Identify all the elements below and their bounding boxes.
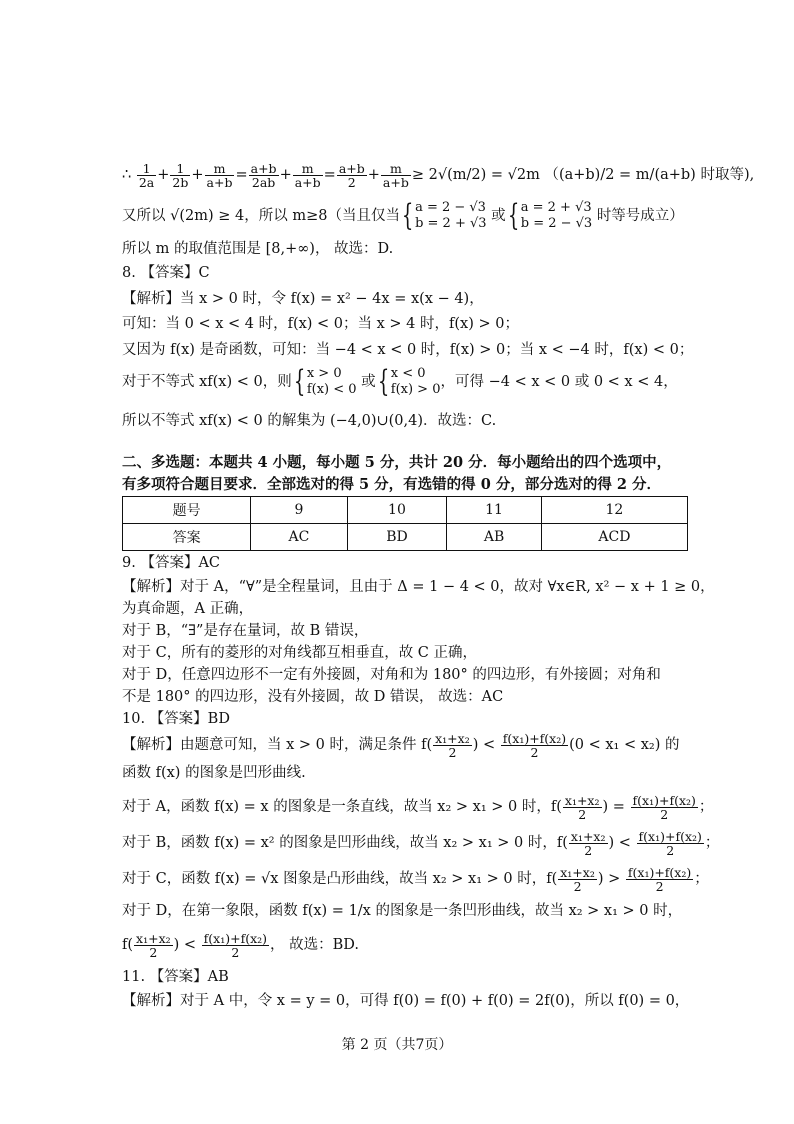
frac-1-2a: $\frac{1}{2a}$ [138,160,155,190]
line-2: 又所以 √(2m) ≥ 4，所以 m≥8（当且仅当{ a = 2 − √3 b = 2 + √3 或{ a = 2 + √3 b = 2 − √3 时等号成立） [122,198,684,233]
answer-9: 9. 【答案】AC [122,555,221,571]
answer-11: 11. 【答案】AB [122,969,229,985]
q10-line-5: 对于 C，函数 f(x) = √x 图象是凸形曲线，故当 x₂ > x₁ > 0 时，f( $\frac{\text{x₁+x₂}}{2}$ ) > $\frac{\text{f(x₁)+f(x₂)}}{2}$ ； [122,864,709,894]
system-2: a = 2 + √3 b = 2 − √3 [520,200,593,231]
q9-line-2: 为真命题，A 正确， [122,601,254,617]
answer-10: 10. 【答案】BD [122,711,230,727]
section-2-heading-b: 有多项符合题目要求．全部选对的得 5 分，有选错的得 0 分，部分选对的得 2 分． [122,476,662,493]
system-4: x < 0 f(x) > 0 [390,366,441,397]
line-5: 【解析】当 x > 0 时，令 f(x) = x² − 4x = x(x − 4)， [122,291,484,307]
system-3: x > 0 f(x) < 0 [306,366,357,397]
frac-m-apb-2: $\frac{m}{a+b}$ [294,160,321,190]
section-2-heading-a: 二、多选题：本题共 4 小题，每小题 5 分，共计 20 分．每小题给出的四个选项中， [122,454,672,471]
answer-8: 8. 【答案】C [122,265,210,281]
frac-m-apb-3: $\frac{m}{a+b}$ [382,160,409,190]
q10-line-1: 【解析】由题意可知，当 x > 0 时，满足条件 f( $\frac{\text{x₁+x₂}}{2}$ ) < $\frac{\text{f(x₁)+f(x₂)}}{2}$ (0 < x₁ < x₂) 的 [122,730,680,760]
q9-line-4: 对于 C，所有的菱形的对角线都互相垂直，故 C 正确， [122,645,478,661]
q9-line-1: 【解析】对于 A，“∀”是全程量词，且由于 Δ = 1 − 4 < 0，故对 ∀x∈R, x² − x + 1 ≥ 0， [122,579,715,595]
q10-line-3: 对于 A，函数 f(x) = x 的图象是一条直线，故当 x₂ > x₁ > 0 时，f( $\frac{\text{x₁+x₂}}{2}$ ) = $\frac{\text{f(x₁)+f(x₂)}}{2}$ ； [122,792,714,822]
answer-table [122,496,688,551]
q9-line-6: 不是 180° 的四边形，没有外接圆，故 D 错误， 故选：AC [122,689,504,705]
q10-line-2: 函数 f(x) 的图象是凹形曲线. [122,765,306,781]
line-8: 对于不等式 xf(x) < 0，则{ x > 0 f(x) < 0 或{ x < 0 f(x) > 0 ，可得 −4 < x < 0 或 0 < x < 4， [122,364,678,399]
line-7: 又因为 f(x) 是奇函数，可知：当 −4 < x < 0 时，f(x) > 0；当 x < −4 时，f(x) < 0； [122,342,694,358]
table-row: 答案 AC BD AB ACD [123,524,688,551]
q10-line-6: 对于 D，在第一象限，函数 f(x) = 1/x 的图象是一条凹形曲线，故当 x₂ > x₁ > 0 时， [122,903,683,919]
system-1: a = 2 − √3 b = 2 + √3 [415,200,487,231]
table-row: 题号 9 10 11 12 [123,497,688,524]
line-3: 所以 m 的取值范围是 [8,+∞)， 故选：D. [122,241,394,257]
frac-m-apb: $\frac{m}{a+b}$ [206,160,233,190]
frac-apb-2: $\frac{a+b}{2}$ [338,160,365,190]
q11-line-1: 【解析】对于 A 中，令 x = y = 0，可得 f(0) = f(0) + f(0) = 2f(0)，所以 f(0) = 0， [122,993,690,1009]
line-9: 所以不等式 xf(x) < 0 的解集为 (−4,0)∪(0,4)．故选：C. [122,413,497,429]
q9-line-3: 对于 B，“∃”是存在量词，故 B 错误， [122,623,369,639]
page-footer: 第 2 页（共7页） [341,1037,453,1053]
q10-line-4: 对于 B，函数 f(x) = x² 的图象是凹形曲线，故当 x₂ > x₁ > 0 时，f( $\frac{\text{x₁+x₂}}{2}$ ) < $\frac{\text{f(x₁)+f(x₂)}}{2}$ ； [122,828,720,858]
frac-1-2b: $\frac{1}{2b}$ [172,160,189,190]
q9-line-5: 对于 D，任意四边形不一定有外接圆，对角和为 180° 的四边形，有外接圆；对角和 [122,667,661,683]
line-6: 可知：当 0 < x < 4 时，f(x) < 0；当 x > 4 时，f(x) > 0； [122,316,519,332]
frac-apb-2ab: $\frac{a+b}{2ab}$ [250,160,277,190]
line-1: ∴ $\frac{1}{2a}$ + $\frac{1}{2b}$ + $\frac{m}{a+b}$ = $\frac{a+b}{2ab}$ + $\frac{m}{a+b}$ = $\frac{a+b}{2}$ + $\frac{m}{a+b}$ ≥ 2√(m/2) = √2m （(a+b)/2 = m/(a+b) 时取等), [122,160,755,190]
q10-line-7: f( $\frac{\text{x₁+x₂}}{2}$ ) < $\frac{\text{f(x₁)+f(x₂)}}{2}$ ， 故选：BD. [122,930,360,960]
